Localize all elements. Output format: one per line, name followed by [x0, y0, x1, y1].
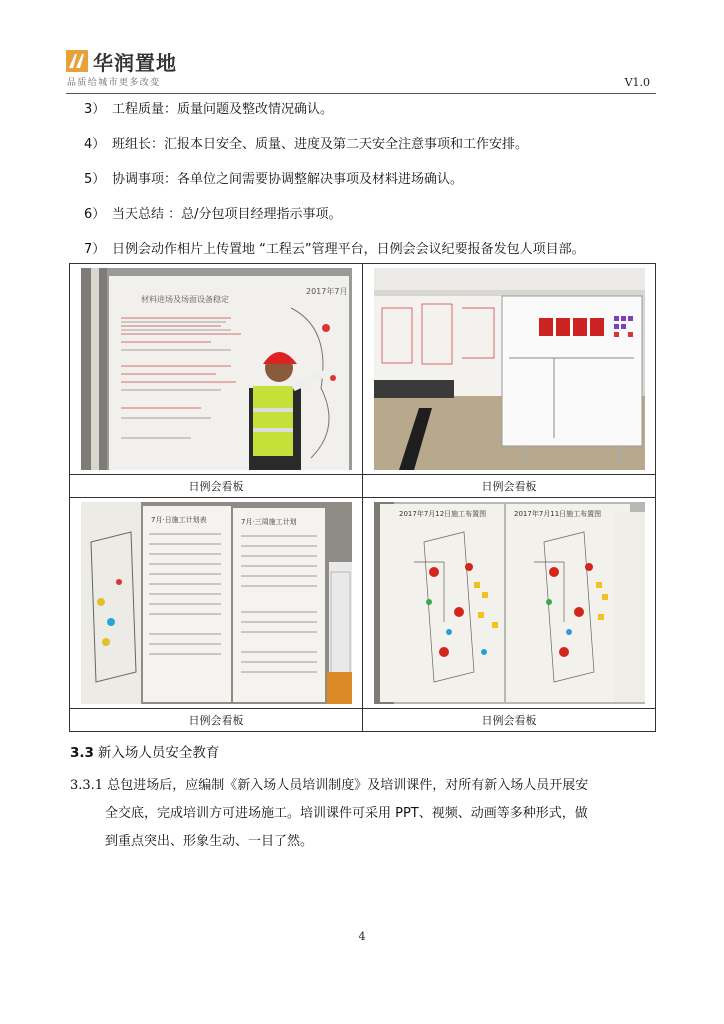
brand-slogan: 品质给城市更多改变 — [67, 78, 161, 88]
brand-logo-icon — [66, 50, 88, 72]
photo-cell — [363, 498, 656, 709]
list-item: 6） 当天总结 ：总/分包项目经理指示事项。 — [84, 207, 342, 222]
photo-schedule-board — [81, 502, 352, 704]
section-heading: 3.3 新入场人员安全教育 — [70, 745, 220, 761]
page-header — [66, 44, 656, 96]
list-item: 5） 协调事项：各单位之间需要协调整解决事项及材料进场确认。 — [84, 172, 464, 187]
photo-caption: 日例会看板 — [363, 475, 656, 498]
list-item: 7） 日例会动作相片上传置地 “工程云”管理平台，日例会会议纪要报备发包人项目部。 — [84, 242, 585, 257]
page-number: 4 — [358, 930, 366, 943]
svg-text:7月·三周施工计划: 7月·三周施工计划 — [240, 518, 297, 526]
photo-caption: 日例会看板 — [70, 709, 363, 732]
photo-cell — [70, 264, 363, 475]
paragraph-line: 全交底，完成培训方可进场施工。培训课件可采用 PPT、视频、动画等多种形式，做 — [105, 806, 588, 821]
photo-cell — [70, 498, 363, 709]
paragraph-line: 到重点突出、形象生动、一目了然。 — [105, 834, 314, 849]
photo-caption: 日例会看板 — [70, 475, 363, 498]
document-version: V1.0 — [624, 76, 650, 89]
svg-text:材料进场及场面设备稳定: 材料进场及场面设备稳定 — [140, 295, 229, 304]
photo-table — [69, 263, 656, 732]
header-divider — [66, 93, 656, 94]
list-item: 3） 工程质量：质量问题及整改情况确认。 — [84, 102, 334, 117]
list-item: 4） 班组长：汇报本日安全、质量、进度及第二天安全注意事项和工作安排。 — [84, 137, 529, 152]
svg-text:7月·日施工计划表: 7月·日施工计划表 — [150, 516, 207, 524]
photo-site-layout-board — [374, 502, 645, 704]
photo-caption: 日例会看板 — [363, 709, 656, 732]
photo-cell — [363, 264, 656, 475]
paragraph-number: 3.3.1 — [70, 778, 104, 793]
svg-text:2017年7月11日施工布置图: 2017年7月11日施工布置图 — [513, 510, 601, 518]
paragraph-line: 3.3.1 总包进场后，应编制《新入场人员培训制度》及培训课件，对所有新入场人员开展安 — [70, 778, 589, 793]
svg-text:2017年7月: 2017年7月 — [305, 287, 347, 296]
photo-meeting-room-board — [374, 268, 645, 470]
photo-worker-at-board — [81, 268, 352, 470]
brand-name: 华润置地 — [93, 51, 177, 75]
svg-text:2017年7月12日施工布置图: 2017年7月12日施工布置图 — [398, 510, 486, 518]
